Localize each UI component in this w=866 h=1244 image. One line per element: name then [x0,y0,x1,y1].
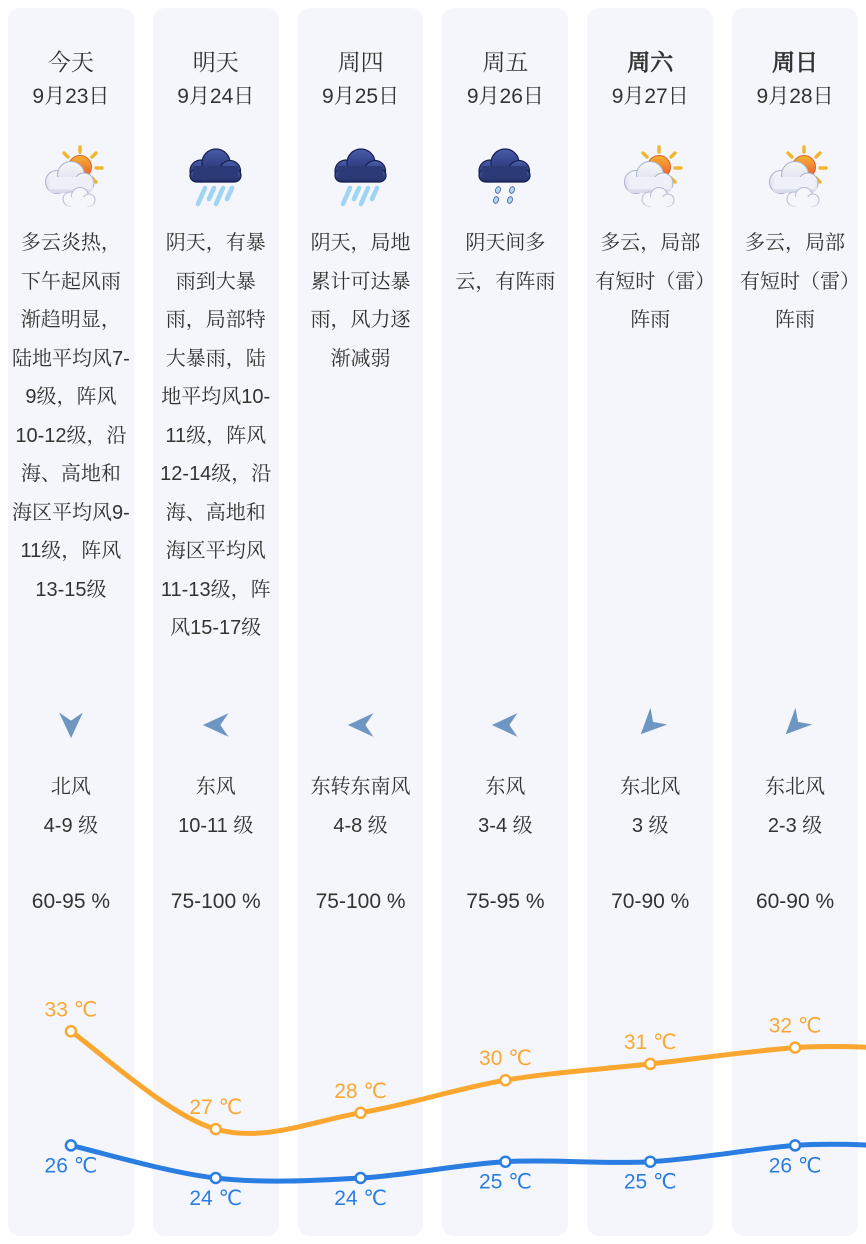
wind-level: 3 级 [631,815,669,837]
wind-direction-arrow-icon [490,710,520,740]
weather-description: 多云炎热，下午起风雨渐趋明显，陆地平均风7-9级，阵风10-12级，沿海、高地和海区平均风9-11级，阵风13-15级 [12,232,130,601]
temp-label: 27 ℃ [189,1096,243,1120]
wind-level: 4-8 级 [333,815,388,837]
humidity-range: 75-95 % [466,890,545,913]
day-label: 今天 [47,49,94,75]
heavy-rain-icon [327,144,395,212]
rain-shower-icon [471,144,539,212]
temp-label: 25 ℃ [623,1170,677,1194]
day-label: 周五 [482,49,529,75]
weather-description: 阴天间多云，有阵雨 [455,232,556,293]
wind-direction-arrow-icon [629,704,671,746]
wind-level: 10-11 级 [178,815,254,837]
temp-label: 32 ℃ [768,1014,822,1038]
wind-direction: 东转东南风 [310,776,411,798]
day-card-friday[interactable] [442,8,568,1236]
wind-level: 3-4 级 [478,815,533,837]
day-date: 9月25日 [322,85,400,108]
heavy-rain-icon [182,144,250,212]
wind-direction: 东北风 [765,776,826,798]
weather-description: 阴天，局地累计可达暴雨，风力逐渐减弱 [310,232,411,370]
day-date: 9月28日 [756,85,834,108]
partly-cloudy-icon [37,144,105,212]
day-card-tomorrow[interactable] [153,8,279,1236]
temp-label: 24 ℃ [189,1187,243,1210]
day-label: 周六 [627,49,674,75]
humidity-range: 70-90 % [611,890,690,913]
day-card-today[interactable] [8,8,134,1236]
day-card-thursday[interactable] [298,8,424,1236]
weather-description: 阴天，有暴雨到大暴雨，局部特大暴雨，陆地平均风10-11级，阵风12-14级，沿海、高地和海区平均风11-13级，阵风15-17级 [160,232,272,639]
weather-description: 多云，局部有短时（雷）阵雨 [595,232,706,331]
wind-direction-arrow-icon [56,710,86,740]
humidity-range: 75-100 % [315,890,406,913]
temp-label: 33 ℃ [44,998,98,1022]
wind-direction: 东风 [195,776,236,798]
temp-label: 28 ℃ [334,1079,387,1103]
wind-direction: 东北风 [620,776,681,798]
humidity-range: 60-90 % [755,890,835,913]
day-date: 9月23日 [32,85,110,108]
wind-level: 4-9 级 [43,815,99,837]
wind-level: 2-3 级 [767,815,823,837]
day-label: 周日 [772,49,819,75]
partly-cloudy-icon [761,144,829,212]
temp-label: 24 ℃ [334,1187,387,1210]
day-date: 9月26日 [466,85,544,108]
humidity-range: 60-95 % [31,890,111,913]
wind-direction: 东风 [485,776,526,798]
temp-label: 25 ℃ [479,1170,532,1194]
day-date: 9月24日 [177,85,255,108]
day-card-sunday[interactable] [732,8,858,1236]
temp-label: 30 ℃ [479,1047,532,1071]
temp-label: 26 ℃ [44,1154,98,1178]
wind-direction: 北风 [50,776,91,798]
partly-cloudy-icon [616,144,684,212]
day-card-saturday[interactable] [587,8,713,1236]
temp-label: 26 ℃ [768,1154,822,1178]
temp-label: 31 ℃ [623,1030,677,1054]
wind-direction-arrow-icon [774,704,816,746]
wind-direction-arrow-icon [201,710,231,740]
humidity-range: 75-100 % [170,890,261,913]
day-label: 周四 [337,49,384,75]
day-date: 9月27日 [611,85,689,108]
weather-description: 多云，局部有短时（雷）阵雨 [740,232,851,331]
wind-direction-arrow-icon [346,710,376,740]
day-label: 明天 [192,49,239,75]
